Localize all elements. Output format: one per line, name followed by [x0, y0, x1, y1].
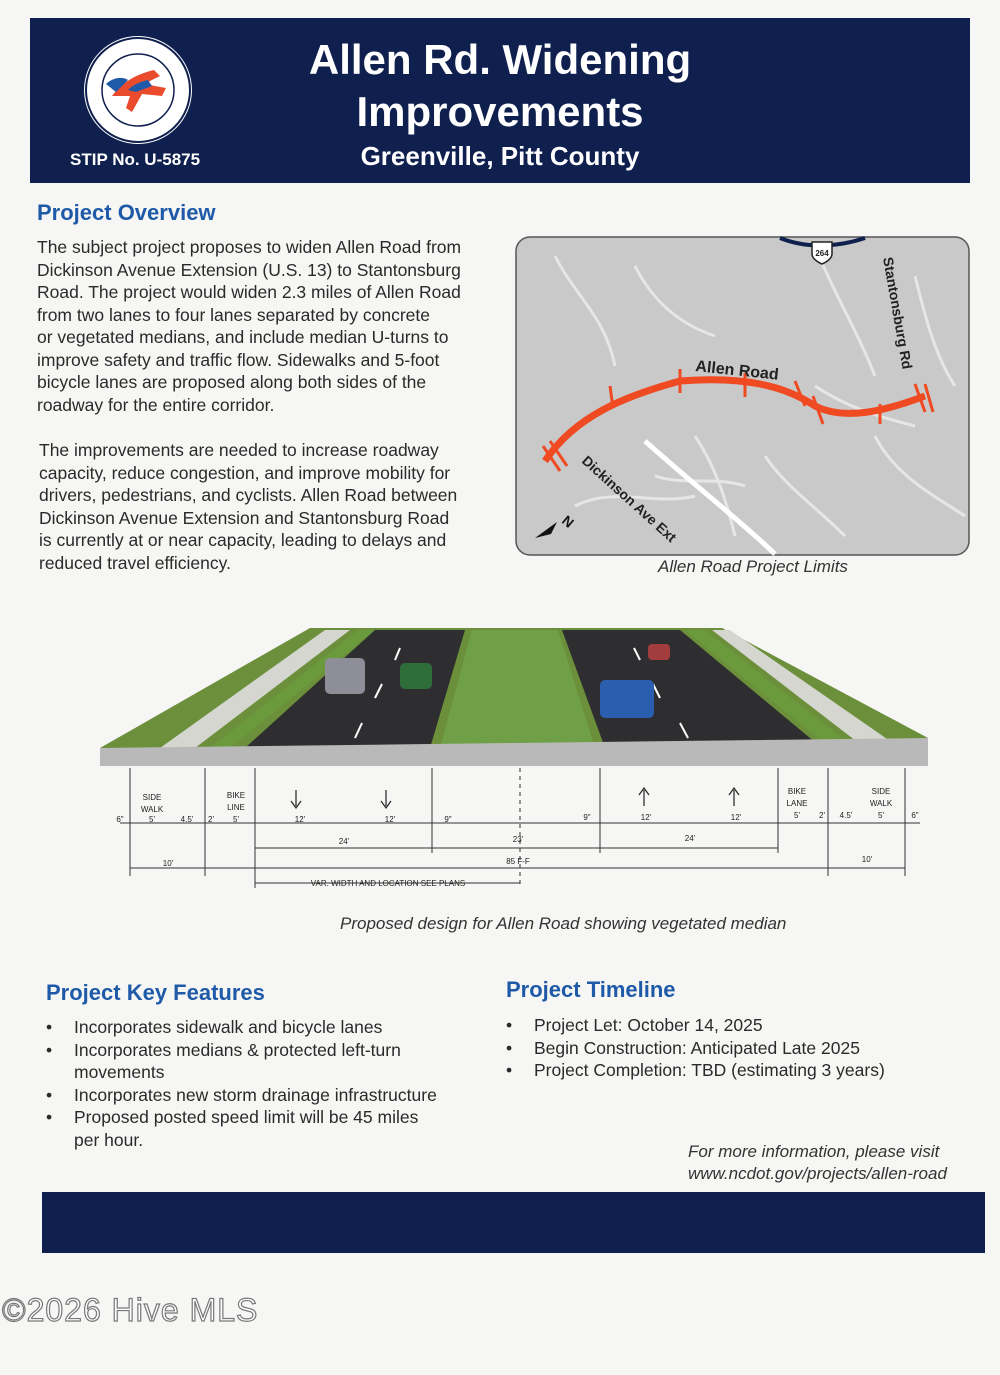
text-line: Dickinson Avenue Extension and Stantonsburg Road	[39, 507, 450, 528]
var-width-note: VAR. WIDTH AND LOCATION SEE PLANS	[310, 879, 466, 888]
sidewalk-left-label-2: WALK	[140, 805, 164, 814]
ncdot-seal-logo	[82, 34, 194, 146]
width-24-right: 24'	[684, 834, 696, 843]
page-title-line2: Improvements	[356, 88, 644, 135]
text-line: The subject project proposes to widen Allen Road from	[37, 237, 462, 257]
road-cross-section	[100, 618, 935, 903]
lane-3-width: 12'	[640, 813, 652, 822]
list-item: • Incorporates sidewalk and bicycle lanes	[46, 1016, 486, 1039]
dim-6in-right: 6"	[911, 811, 919, 820]
list-item: • Incorporates medians & protected left-turn movements	[46, 1039, 486, 1084]
page-subtitle: Greenville, Pitt County	[360, 141, 640, 171]
timeline-list	[506, 1014, 946, 1082]
lane-4-width: 12'	[730, 813, 742, 822]
width-85-ff: 85 F-F	[506, 857, 530, 866]
copyright-watermark: ©2026 Hive MLS	[2, 1292, 259, 1328]
more-info	[688, 1141, 947, 1185]
text-line: The improvements are needed to increase roadway	[39, 440, 439, 460]
text-line: Dickinson Avenue Extension (U.S. 13) to Stantonsburg	[37, 259, 461, 280]
more-info-text: For more information, please visit	[688, 1142, 940, 1161]
dim-2-left: 2'	[208, 815, 214, 824]
sidewalk-right-label-1: SIDE	[871, 787, 891, 796]
lane-2-width: 12'	[384, 815, 396, 824]
bike-right-label-1: BIKE	[787, 787, 807, 796]
footer-banner	[42, 1192, 985, 1253]
list-item: • Incorporates new storm drainage infrastructure	[46, 1084, 486, 1107]
header-banner	[30, 18, 970, 183]
bike-right-width: 5'	[794, 811, 800, 820]
text-line: bicycle lanes are proposed along both sides of the	[37, 372, 427, 392]
dickinson-label: Dickinson Ave Ext	[578, 452, 680, 546]
shield-number: 264	[815, 249, 829, 258]
allen-road-label: Allen Road	[694, 358, 780, 384]
dim-6in-left: 6"	[116, 815, 124, 824]
width-10-right: 10'	[861, 855, 873, 864]
list-item: • Project Let: October 14, 2025	[506, 1014, 946, 1037]
width-23-median: 23'	[512, 835, 524, 844]
stantonsburg-label: Stantonsburg Rd	[880, 255, 916, 371]
dim-4-5-left: 4.5'	[180, 815, 194, 824]
cross-section-caption: Proposed design for Allen Road showing vegetated median	[340, 914, 787, 933]
overview-paragraph-1	[37, 236, 507, 416]
dim-9in-right: 9"	[583, 813, 591, 822]
text-line: reduced travel efficiency.	[39, 552, 231, 573]
map-caption: Allen Road Project Limits	[658, 557, 848, 576]
text-line: improve safety and traffic flow. Sidewalks and 5-foot	[37, 349, 440, 370]
text-line: drivers, pedestrians, and cyclists. Allen Road between	[39, 485, 458, 505]
lane-direction-arrow-icons	[291, 788, 739, 808]
svg-text:N: N	[559, 512, 578, 531]
dim-9in-left: 9"	[444, 815, 452, 824]
text-line: Road. The project would widen 2.3 miles of Allen Road	[37, 282, 461, 302]
features-list	[46, 1016, 486, 1151]
list-item: • Proposed posted speed limit will be 45 miles per hour.	[46, 1106, 486, 1151]
timeline-heading: Project Timeline	[506, 977, 676, 1002]
bike-left-label-2: LINE	[227, 803, 245, 812]
width-10-left: 10'	[162, 859, 174, 868]
text-line: is currently at or near capacity, leading to delays and	[39, 530, 447, 550]
dimension-lines	[120, 768, 920, 888]
sidewalk-left-label-1: SIDE	[142, 793, 162, 802]
width-24-left: 24'	[338, 837, 350, 846]
text-line: capacity, reduce congestion, and improve mobility for	[39, 462, 451, 483]
sidewalk-left-width: 5'	[149, 815, 155, 824]
stip-number: STIP No. U-5875	[70, 150, 201, 169]
bike-left-width: 5'	[233, 815, 239, 824]
bike-right-label-2: LANE	[786, 799, 808, 808]
text-line: from two lanes to four lanes separated by concrete	[37, 304, 430, 325]
overview-heading: Project Overview	[37, 200, 216, 225]
features-heading: Project Key Features	[46, 980, 265, 1005]
sidewalk-right-label-2: WALK	[869, 799, 893, 808]
bike-left-label-1: BIKE	[226, 791, 246, 800]
page-title-line1: Allen Rd. Widening	[308, 36, 692, 83]
list-item: • Begin Construction: Anticipated Late 2025	[506, 1037, 946, 1060]
text-line: roadway for the entire corridor.	[37, 394, 275, 415]
project-url[interactable]: www.ncdot.gov/projects/allen-road	[688, 1164, 947, 1183]
project-limits-map	[515, 236, 970, 556]
overview-paragraph-2	[39, 439, 509, 574]
sidewalk-right-width: 5'	[878, 811, 884, 820]
dim-2-right: 2'	[819, 811, 825, 820]
dim-4-5-right: 4.5'	[839, 811, 853, 820]
lane-1-width: 12'	[294, 815, 306, 824]
list-item: • Project Completion: TBD (estimating 3 years)	[506, 1059, 946, 1082]
text-line: or vegetated medians, and include median U-turns to	[37, 327, 449, 347]
